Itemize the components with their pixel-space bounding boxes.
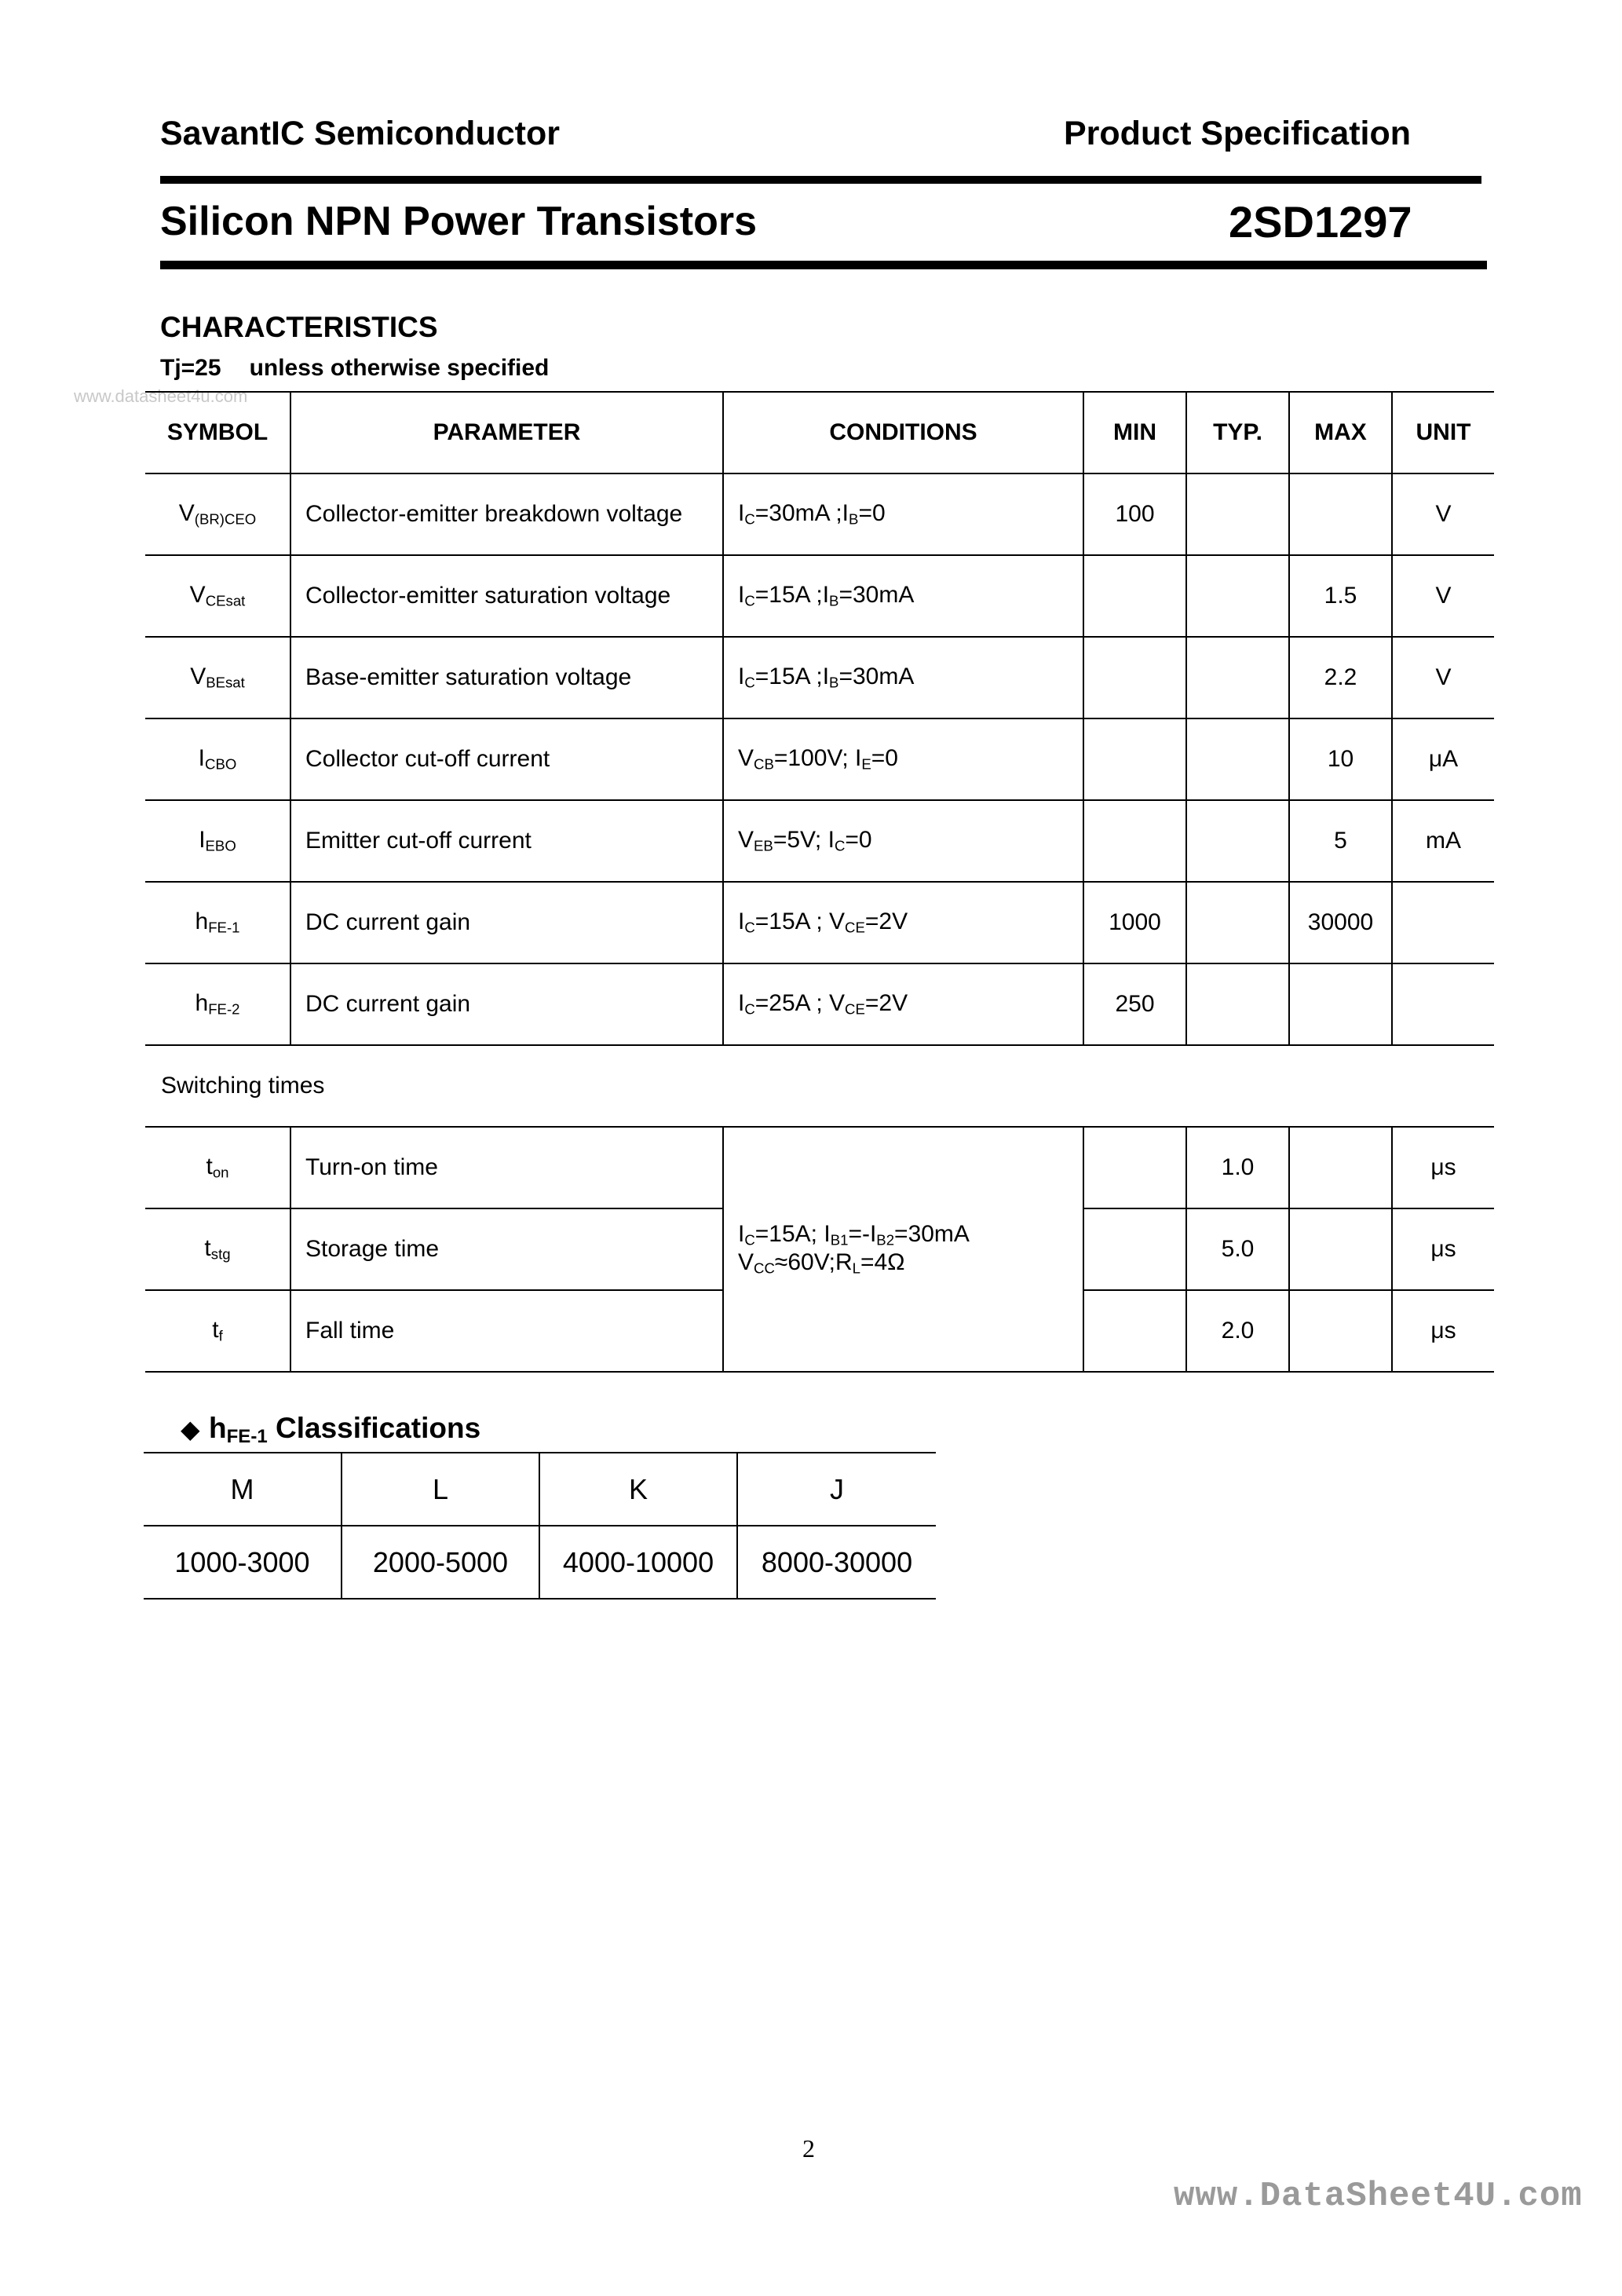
symbol-cell: $I_{CBO}$: [145, 718, 290, 800]
grade-row: [144, 1453, 936, 1526]
symbol-cell: $t_f$: [145, 1290, 290, 1372]
table-row: [145, 800, 1494, 882]
header-rule-bottom: [160, 261, 1487, 269]
symbol-cell: $h_{FE-1}$: [145, 882, 290, 963]
range-row: [144, 1526, 936, 1599]
table-row: [145, 555, 1494, 637]
switching-cond-line-1: $I_C=15A$; $I_{B1}=-I_{B2}=30mA$: [738, 1221, 970, 1249]
doc-type: Product Specification: [1064, 115, 1412, 152]
range-cell: 4000-10000: [539, 1526, 737, 1599]
max-cell: 2.2: [1289, 637, 1392, 718]
symbol-cell: $V_{(BR)CEO}$: [145, 473, 290, 555]
min-cell: [1083, 1208, 1186, 1290]
conditions-cell: $I_C=15A$ $;I_B=30mA$: [723, 637, 1083, 718]
max-cell: 5: [1289, 800, 1392, 882]
table-row: [145, 718, 1494, 800]
temp-condition: Tj=25: [160, 355, 221, 381]
header-unit: UNIT: [1392, 392, 1494, 473]
company-name: SavantIC Semiconductor: [160, 115, 560, 152]
classifications-table: [144, 1452, 936, 1600]
max-cell: 10: [1289, 718, 1392, 800]
table-row: [145, 473, 1494, 555]
condition-note: unless otherwise specified: [249, 355, 550, 381]
unit-cell: V: [1392, 637, 1494, 718]
parameter-cell: Collector cut-off current: [290, 718, 723, 800]
conditions-cell: $I_C=25A$ ; $V_{CE}=2V$: [723, 963, 1083, 1045]
unit-cell: mA: [1392, 800, 1494, 882]
diamond-bullet-icon: ◆: [181, 1415, 200, 1443]
parameter-cell: Collector-emitter saturation voltage: [290, 555, 723, 637]
min-cell: [1083, 637, 1186, 718]
conditions-cell: $V_{CB}=100V$; $I_E=0$: [723, 718, 1083, 800]
max-cell: [1289, 963, 1392, 1045]
min-cell: [1083, 1127, 1186, 1208]
min-cell: [1083, 800, 1186, 882]
header-rule-top: [160, 176, 1481, 184]
max-cell: [1289, 473, 1392, 555]
max-cell: [1289, 1290, 1392, 1372]
max-cell: [1289, 1127, 1392, 1208]
typ-cell: 5.0: [1186, 1208, 1289, 1290]
min-cell: [1083, 555, 1186, 637]
page-number: 2: [802, 2134, 815, 2163]
table-header-row: [145, 392, 1494, 473]
switching-label-row: [145, 1045, 1494, 1127]
parameter-cell: Fall time: [290, 1290, 723, 1372]
max-cell: [1289, 1208, 1392, 1290]
header-max: MAX: [1289, 392, 1392, 473]
parameter-cell: Base-emitter saturation voltage: [290, 637, 723, 718]
header-typ: TYP.: [1186, 392, 1289, 473]
min-cell: [1083, 1290, 1186, 1372]
unit-cell: [1392, 882, 1494, 963]
parameter-cell: Storage time: [290, 1208, 723, 1290]
header-conditions: CONDITIONS: [723, 392, 1083, 473]
grade-cell: K: [539, 1453, 737, 1526]
product-title: Silicon NPN Power Transistors: [160, 199, 757, 244]
min-cell: 100: [1083, 473, 1186, 555]
grade-cell: M: [144, 1453, 342, 1526]
min-cell: 250: [1083, 963, 1186, 1045]
symbol-cell: $I_{EBO}$: [145, 800, 290, 882]
unit-cell: μs: [1392, 1127, 1494, 1208]
unit-cell: μA: [1392, 718, 1494, 800]
typ-cell: [1186, 555, 1289, 637]
unit-cell: V: [1392, 555, 1494, 637]
switching-conditions-cell: [723, 1127, 1083, 1372]
watermark-bottom: www.DataSheet4U.com: [1174, 2177, 1583, 2216]
section-condition: [160, 355, 549, 382]
typ-cell: [1186, 473, 1289, 555]
unit-cell: [1392, 963, 1494, 1045]
table-row: [145, 1127, 1494, 1208]
typ-cell: 2.0: [1186, 1290, 1289, 1372]
symbol-cell: $V_{CEsat}$: [145, 555, 290, 637]
watermark-top: www.datasheet4u.com: [74, 386, 248, 406]
conditions-cell: $V_{EB}=5V$; $I_C=0$: [723, 800, 1083, 882]
min-cell: 1000: [1083, 882, 1186, 963]
grade-cell: L: [342, 1453, 539, 1526]
typ-cell: [1186, 637, 1289, 718]
conditions-cell: $I_C=15A$ ; $V_{CE}=2V$: [723, 882, 1083, 963]
unit-cell: V: [1392, 473, 1494, 555]
max-cell: 30000: [1289, 882, 1392, 963]
switching-label: Switching times: [145, 1045, 1494, 1127]
range-cell: 8000-30000: [737, 1526, 936, 1599]
max-cell: 1.5: [1289, 555, 1392, 637]
symbol-cell: $h_{FE-2}$: [145, 963, 290, 1045]
header-symbol: SYMBOL: [145, 392, 290, 473]
symbol-cell: $V_{BEsat}$: [145, 637, 290, 718]
conditions-cell: $I_C=30mA$ $;I_B=0$: [723, 473, 1083, 555]
table-row: [145, 882, 1494, 963]
part-number: 2SD1297: [1229, 197, 1412, 247]
symbol-cell: $t_{stg}$: [145, 1208, 290, 1290]
typ-cell: [1186, 800, 1289, 882]
min-cell: [1083, 718, 1186, 800]
classifications-title: ◆ $h_{FE-1}$ Classifications: [181, 1412, 481, 1447]
table-row: [145, 963, 1494, 1045]
header-parameter: PARAMETER: [290, 392, 723, 473]
typ-cell: [1186, 963, 1289, 1045]
typ-cell: [1186, 718, 1289, 800]
unit-cell: μs: [1392, 1208, 1494, 1290]
range-cell: 2000-5000: [342, 1526, 539, 1599]
grade-cell: J: [737, 1453, 936, 1526]
characteristics-table: [145, 391, 1494, 1373]
header-min: MIN: [1083, 392, 1186, 473]
typ-cell: 1.0: [1186, 1127, 1289, 1208]
symbol-cell: $t_{on}$: [145, 1127, 290, 1208]
parameter-cell: Emitter cut-off current: [290, 800, 723, 882]
parameter-cell: Turn-on time: [290, 1127, 723, 1208]
unit-cell: μs: [1392, 1290, 1494, 1372]
parameter-cell: Collector-emitter breakdown voltage: [290, 473, 723, 555]
range-cell: 1000-3000: [144, 1526, 342, 1599]
switching-cond-line-2: $V_{CC}\approx 60V;R_L=4\Omega$: [738, 1249, 905, 1277]
parameter-cell: DC current gain: [290, 882, 723, 963]
conditions-cell: $I_C=15A$ $;I_B=30mA$: [723, 555, 1083, 637]
section-title: CHARACTERISTICS: [160, 311, 438, 343]
typ-cell: [1186, 882, 1289, 963]
table-row: [145, 637, 1494, 718]
parameter-cell: DC current gain: [290, 963, 723, 1045]
